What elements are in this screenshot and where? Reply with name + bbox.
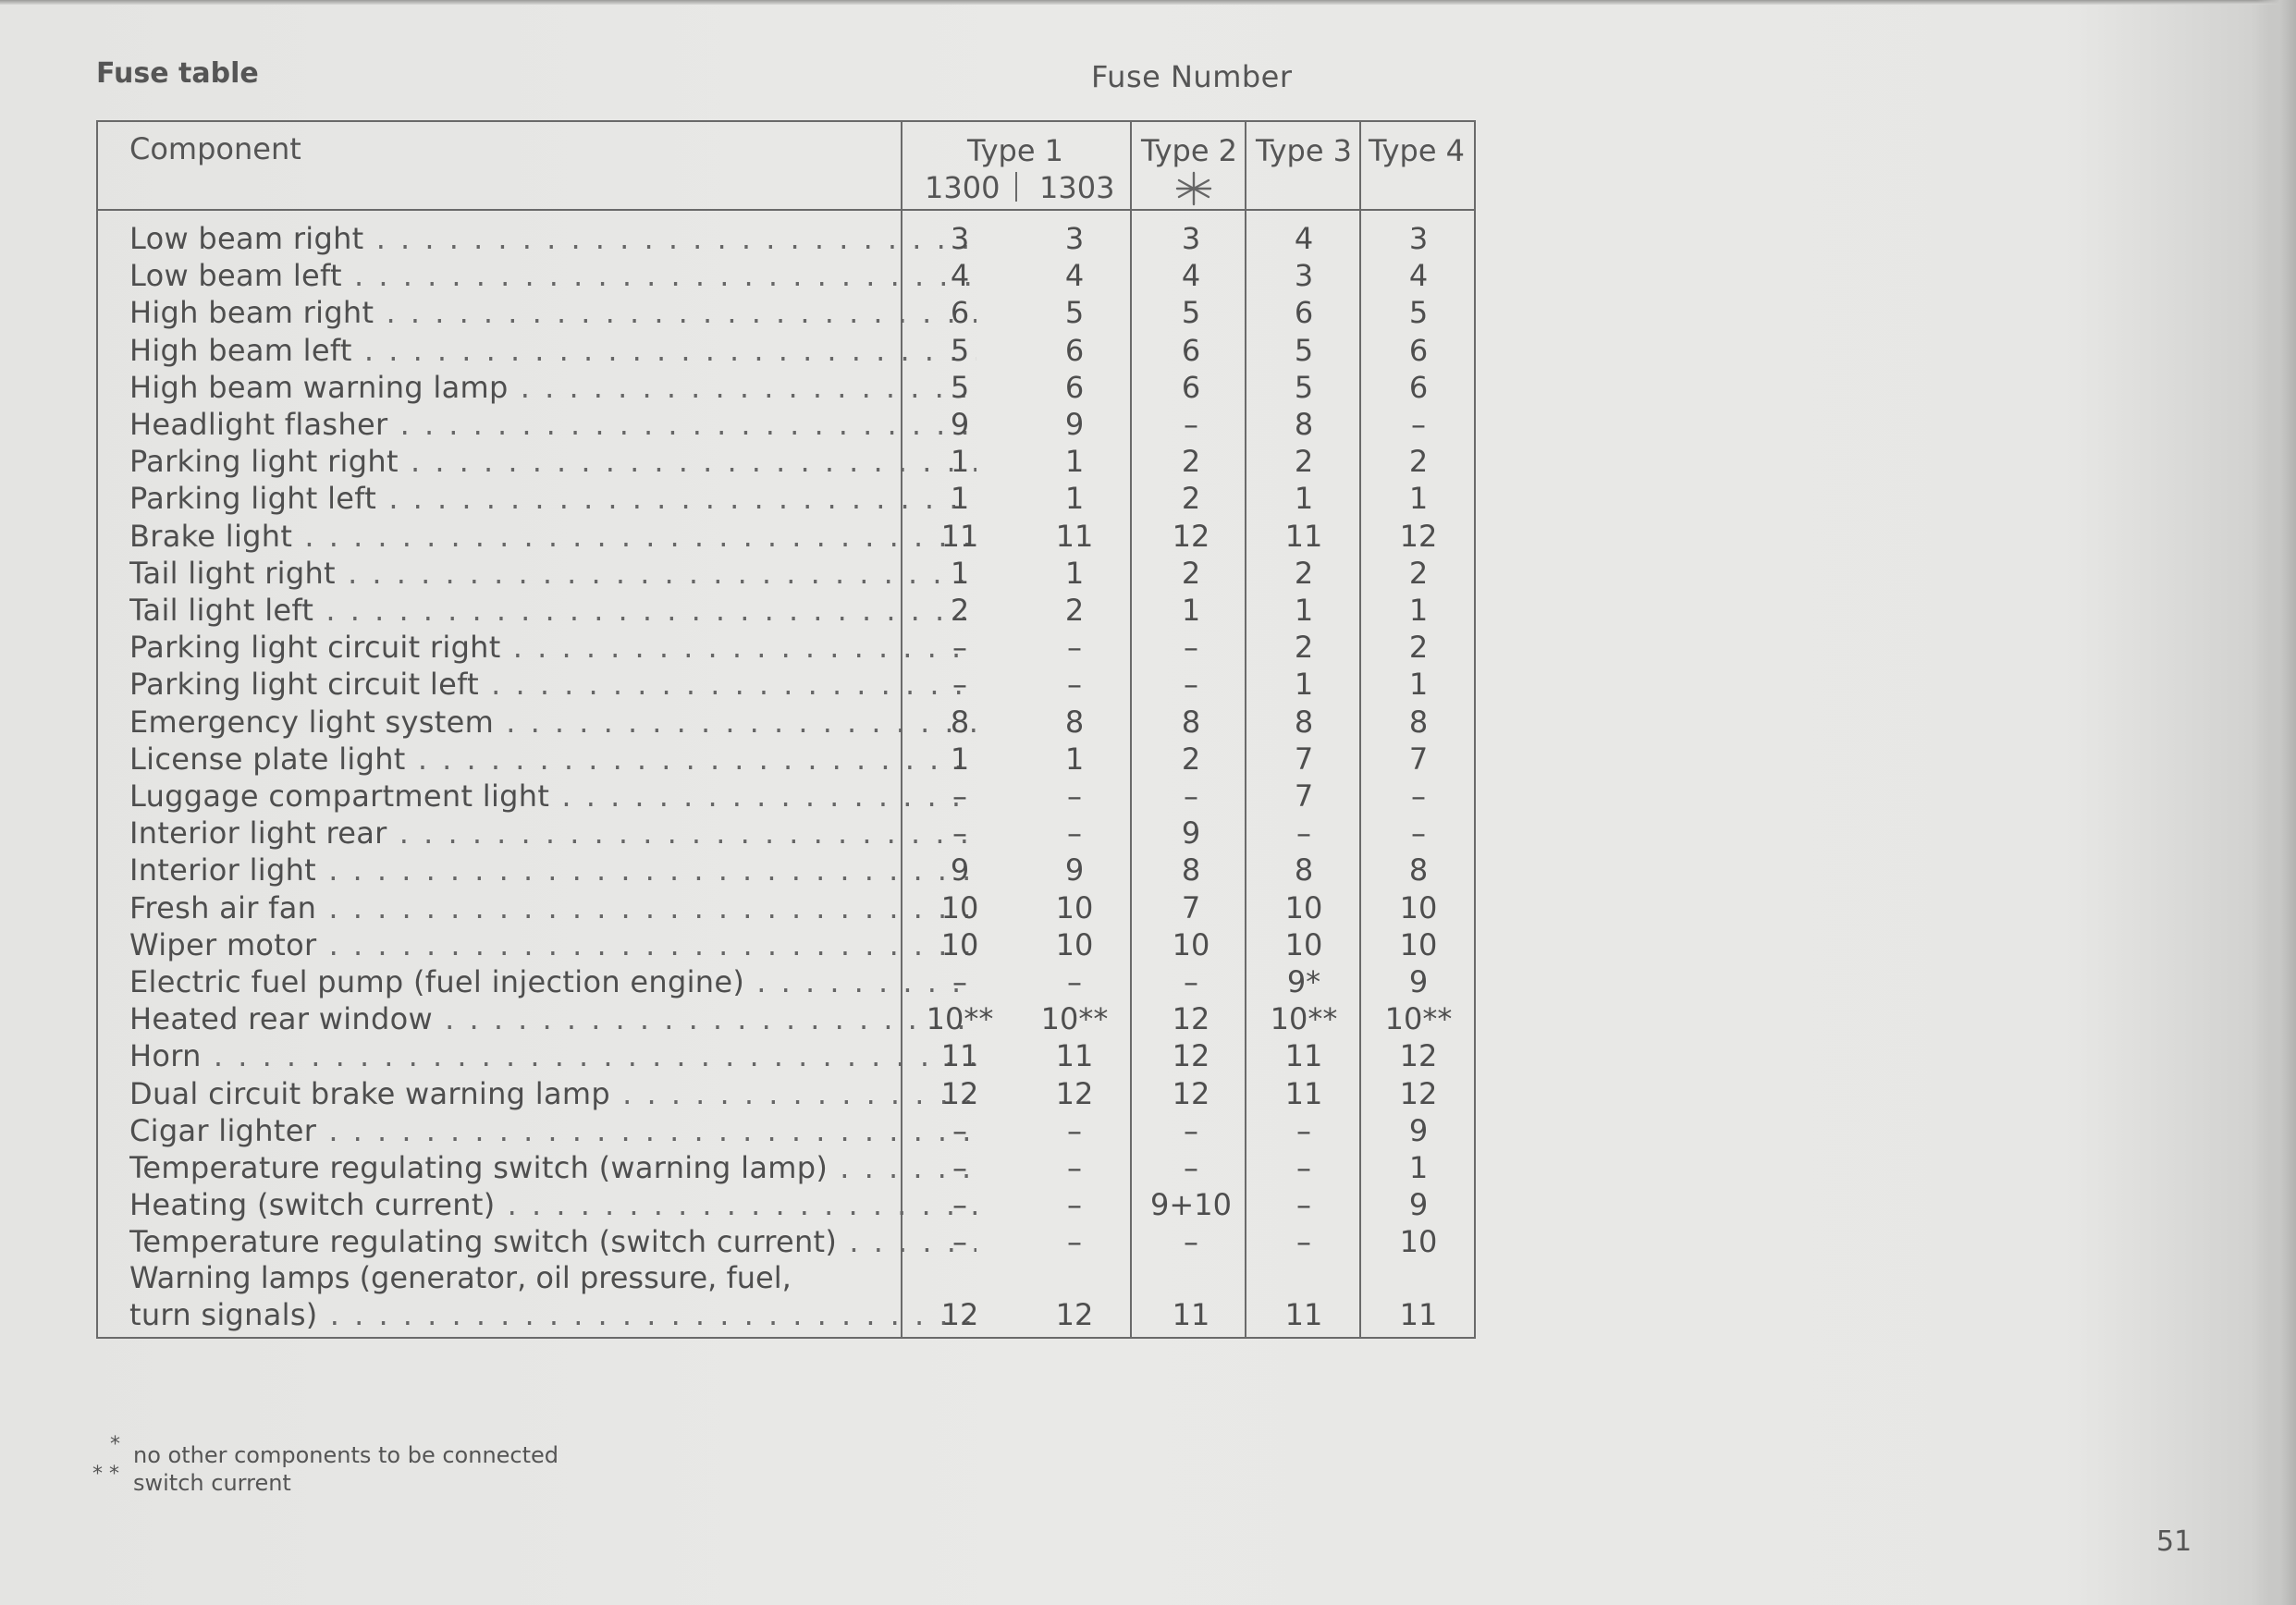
type1-1300-value: 1: [950, 481, 970, 517]
type1-1303-value: 1: [1064, 555, 1085, 591]
fuse-number-heading: Fuse Number: [1091, 59, 1293, 94]
type1-1303-value: 8: [1064, 704, 1085, 740]
table-row: [96, 778, 1476, 815]
type1-1300-value: 10: [940, 926, 979, 962]
component-label: Brake light . . .: [129, 518, 976, 555]
table-row: [96, 443, 1476, 480]
component-label: Luggage compartment light . . .: [129, 778, 976, 815]
type1-1303-value: 1: [1064, 481, 1085, 517]
component-label: Heated rear window . . .: [129, 1000, 976, 1037]
type1-1303-value: –: [1067, 815, 1082, 852]
table-row: [96, 815, 1476, 852]
type1-subdivider: [1015, 172, 1017, 202]
type3-value: 3: [1294, 258, 1314, 294]
type4-value: 5: [1408, 295, 1429, 331]
type3-value: 2: [1294, 555, 1314, 591]
type3-value: 6: [1294, 295, 1314, 331]
component-label: Low beam left . . .: [129, 257, 976, 294]
type3-value: 1: [1294, 481, 1314, 517]
type1-1303-value: 9: [1064, 407, 1085, 442]
footnote-text: switch current: [133, 1470, 291, 1496]
type3-value: –: [1296, 815, 1311, 852]
table-row: [96, 926, 1476, 963]
type2-value: –: [1184, 1150, 1198, 1185]
type1-1303-value: 11: [1055, 1038, 1094, 1074]
component-label: Horn . . .: [129, 1037, 976, 1074]
type4-value: 1: [1408, 667, 1429, 703]
component-label: Parking light circuit left . . .: [129, 666, 976, 703]
type2-value: 1: [1181, 593, 1201, 628]
component-label: Parking light circuit right . . .: [129, 629, 976, 666]
table-row: [96, 332, 1476, 369]
type2-value: 2: [1181, 741, 1201, 777]
type1-1303-value: 10: [1055, 926, 1094, 962]
type3-value: 4: [1294, 221, 1314, 256]
type2-value: –: [1184, 778, 1198, 814]
type4-value: 10**: [1384, 1001, 1453, 1037]
type3-value: 8: [1294, 704, 1314, 740]
type1-1303-header: 1303: [1039, 170, 1115, 205]
type1-1303-value: –: [1067, 667, 1082, 703]
table-row: [96, 1000, 1476, 1037]
type1-1300-value: –: [952, 964, 967, 999]
type1-1303-value: 6: [1064, 369, 1085, 405]
table-row: [96, 220, 1476, 257]
type4-value: 6: [1408, 369, 1429, 405]
component-label: Cigar lighter . . .: [129, 1112, 976, 1149]
component-label: Parking light left . . .: [129, 480, 976, 517]
type1-1303-value: 9: [1064, 852, 1085, 888]
component-label: Interior light rear . . .: [129, 815, 976, 852]
footnote-marker: *: [110, 1433, 120, 1456]
table-row: [96, 666, 1476, 703]
type4-value: 1: [1408, 481, 1429, 517]
type4-value: 1: [1408, 593, 1429, 628]
type2-value: –: [1184, 1112, 1198, 1148]
type4-value: 3: [1408, 221, 1429, 256]
type2-value: 12: [1172, 518, 1210, 554]
table-row: [96, 1037, 1476, 1074]
type4-value: 1: [1408, 1150, 1429, 1185]
type2-value: 4: [1181, 258, 1201, 294]
type3-value: 10**: [1270, 1001, 1338, 1037]
type3-value: 11: [1284, 1038, 1323, 1074]
table-row: [96, 1075, 1476, 1112]
type1-1303-value: –: [1067, 630, 1082, 666]
type4-value: 11: [1399, 1297, 1438, 1332]
type1-1303-value: 10: [1055, 889, 1094, 925]
type1-1303-value: –: [1067, 964, 1082, 999]
type2-value: –: [1184, 1224, 1198, 1260]
component-label: Tail light right . . .: [129, 555, 976, 592]
type1-1300-value: –: [952, 1112, 967, 1148]
type1-1300-value: 3: [950, 221, 970, 256]
type3-header: Type 3: [1256, 133, 1353, 168]
table-row: [96, 369, 1476, 406]
type4-value: 6: [1408, 332, 1429, 368]
type1-1303-value: 12: [1055, 1297, 1094, 1332]
type2-value: 2: [1181, 444, 1201, 480]
component-label: Electric fuel pump (fuel injection engine) . . .: [129, 963, 976, 1000]
type1-1300-value: 10: [940, 889, 979, 925]
type1-1300-value: 1: [950, 555, 970, 591]
type2-value: –: [1184, 407, 1198, 442]
type4-value: 7: [1408, 741, 1429, 777]
component-label: Emergency light system . . .: [129, 704, 976, 741]
type3-value: 7: [1294, 778, 1314, 814]
type1-1303-value: 12: [1055, 1075, 1094, 1111]
type3-value: 1: [1294, 667, 1314, 703]
table-row: [96, 852, 1476, 888]
page-title: Fuse table: [96, 57, 259, 90]
type3-value: 2: [1294, 630, 1314, 666]
type1-1303-value: –: [1067, 1150, 1082, 1185]
type1-1300-value: 5: [950, 369, 970, 405]
type4-value: 12: [1399, 518, 1438, 554]
type4-value: 2: [1408, 630, 1429, 666]
component-label: Headlight flasher . . .: [129, 406, 976, 443]
component-label: Fresh air fan . . .: [129, 889, 976, 926]
type1-1300-value: 4: [950, 258, 970, 294]
table-row: [96, 1112, 1476, 1149]
type4-value: 10: [1399, 889, 1438, 925]
type1-1300-value: 9: [950, 407, 970, 442]
type2-value: –: [1184, 667, 1198, 703]
type2-value: –: [1184, 630, 1198, 666]
type1-1300-value: –: [952, 1150, 967, 1185]
page-number: 51: [2156, 1525, 2192, 1558]
type4-value: 8: [1408, 704, 1429, 740]
table-row: [96, 704, 1476, 741]
type1-1300-value: 9: [950, 852, 970, 888]
type3-value: 1: [1294, 593, 1314, 628]
type1-1300-value: 12: [940, 1297, 979, 1332]
type4-value: 8: [1408, 852, 1429, 888]
component-label: Parking light right . . .: [129, 443, 976, 480]
type2-value: 6: [1181, 369, 1201, 405]
asterisk-icon: [1174, 169, 1213, 208]
type4-value: 2: [1408, 444, 1429, 480]
type1-1300-value: –: [952, 1187, 967, 1223]
type1-1300-value: –: [952, 667, 967, 703]
type2-value: 3: [1181, 221, 1201, 256]
type1-1303-value: 4: [1064, 258, 1085, 294]
type3-value: –: [1296, 1187, 1311, 1223]
type1-1303-value: 2: [1064, 593, 1085, 628]
table-row: [96, 1296, 1476, 1333]
table-row: [96, 555, 1476, 592]
component-label: Temperature regulating switch (switch current) . . .: [129, 1223, 976, 1260]
type1-1303-value: –: [1067, 1112, 1082, 1148]
type1-1303-value: –: [1067, 1224, 1082, 1260]
type1-1303-value: 11: [1055, 518, 1094, 554]
table-row: [96, 480, 1476, 517]
type2-value: 12: [1172, 1075, 1210, 1111]
type3-value: 10: [1284, 889, 1323, 925]
type3-value: –: [1296, 1150, 1311, 1185]
type3-value: 11: [1284, 518, 1323, 554]
type2-value: –: [1184, 964, 1198, 999]
page-binding-shadow: [2256, 0, 2296, 1605]
type1-1300-value: 12: [940, 1075, 979, 1111]
component-label: High beam left . . .: [129, 332, 976, 369]
type3-value: 8: [1294, 407, 1314, 442]
table-row: [96, 294, 1476, 331]
type1-1300-value: 1: [950, 741, 970, 777]
component-label: High beam warning lamp . . .: [129, 369, 976, 406]
table-row: [96, 1149, 1476, 1186]
type1-1303-value: 3: [1064, 221, 1085, 256]
component-label: Dual circuit brake warning lamp . . .: [129, 1075, 976, 1112]
type2-value: 6: [1181, 332, 1201, 368]
type1-1300-value: 5: [950, 332, 970, 368]
type1-1300-value: 6: [950, 295, 970, 331]
type1-1303-value: 1: [1064, 444, 1085, 480]
type3-value: 11: [1284, 1297, 1323, 1332]
component-label: Temperature regulating switch (warning lamp) . . .: [129, 1149, 976, 1186]
component-label: Tail light left . . .: [129, 592, 976, 629]
table-row: [96, 963, 1476, 1000]
warning-lamps-first-line: Warning lamps (generator, oil pressure, fuel,: [129, 1260, 792, 1295]
table-row: [96, 741, 1476, 778]
type1-1303-value: –: [1067, 1187, 1082, 1223]
type1-1300-value: –: [952, 1224, 967, 1260]
type1-1300-value: 11: [940, 518, 979, 554]
type2-value: 12: [1172, 1001, 1210, 1037]
type3-value: –: [1296, 1112, 1311, 1148]
type1-1303-value: –: [1067, 778, 1082, 814]
type1-1303-value: 6: [1064, 332, 1085, 368]
type3-value: –: [1296, 1224, 1311, 1260]
type2-value: 2: [1181, 481, 1201, 517]
table-row: [96, 592, 1476, 629]
table-row: [96, 257, 1476, 294]
type1-1300-value: 10**: [926, 1001, 994, 1037]
type4-value: 9: [1408, 1187, 1429, 1223]
type4-value: 12: [1399, 1038, 1438, 1074]
type3-value: 7: [1294, 741, 1314, 777]
footnote-text: no other components to be connected: [133, 1442, 559, 1468]
type2-value: 10: [1172, 926, 1210, 962]
type3-value: 8: [1294, 852, 1314, 888]
type3-value: 5: [1294, 332, 1314, 368]
page-top-edge: [0, 0, 2296, 5]
type1-1303-value: 10**: [1040, 1001, 1109, 1037]
type2-value: 9+10: [1150, 1187, 1232, 1223]
type4-value: 4: [1408, 258, 1429, 294]
type3-value: 5: [1294, 369, 1314, 405]
type4-value: –: [1411, 815, 1426, 852]
type2-value: 8: [1181, 852, 1201, 888]
component-label: License plate light . . .: [129, 741, 976, 778]
table-row: [96, 1186, 1476, 1223]
type2-header: Type 2: [1141, 133, 1238, 168]
table-row: [96, 889, 1476, 926]
type3-value: 2: [1294, 444, 1314, 480]
type2-value: 5: [1181, 295, 1201, 331]
type1-1303-value: 5: [1064, 295, 1085, 331]
table-row: [96, 518, 1476, 555]
type4-value: –: [1411, 407, 1426, 442]
type4-value: 10: [1399, 926, 1438, 962]
type2-value: 12: [1172, 1038, 1210, 1074]
type2-value: 9: [1181, 815, 1201, 852]
type2-value: 11: [1172, 1297, 1210, 1332]
table-row: [96, 1223, 1476, 1260]
type1-1300-value: –: [952, 630, 967, 666]
component-label: Interior light . . .: [129, 852, 976, 888]
type2-value: 7: [1181, 889, 1201, 925]
type1-1300-value: 1: [950, 444, 970, 480]
type1-1300-value: 8: [950, 704, 970, 740]
type4-header: Type 4: [1369, 133, 1466, 168]
type3-value: 10: [1284, 926, 1323, 962]
type2-value: 2: [1181, 555, 1201, 591]
type4-value: 2: [1408, 555, 1429, 591]
type1-1300-header: 1300: [925, 170, 1001, 205]
table-row: [96, 629, 1476, 666]
type4-value: 12: [1399, 1075, 1438, 1111]
type4-value: 9: [1408, 1112, 1429, 1148]
type2-value: 8: [1181, 704, 1201, 740]
type4-value: 10: [1399, 1224, 1438, 1260]
type1-1300-value: –: [952, 815, 967, 852]
component-label: Wiper motor . . .: [129, 926, 976, 963]
component-label: Low beam right . . .: [129, 220, 976, 257]
table-row: [96, 406, 1476, 443]
type3-value: 9*: [1286, 964, 1321, 999]
component-label: High beam right . . .: [129, 294, 976, 331]
component-header: Component: [129, 131, 301, 166]
type1-1300-value: –: [952, 778, 967, 814]
component-label: turn signals) . . .: [129, 1296, 976, 1333]
header-divider: [96, 209, 1476, 211]
type1-1300-value: 11: [940, 1038, 979, 1074]
footnote-marker: * *: [92, 1463, 119, 1486]
type1-1303-value: 1: [1064, 741, 1085, 777]
type3-value: 11: [1284, 1075, 1323, 1111]
type1-1300-value: 2: [950, 593, 970, 628]
type4-value: –: [1411, 778, 1426, 814]
type1-header: Type 1: [967, 133, 1064, 168]
component-label: Heating (switch current) . . .: [129, 1186, 976, 1223]
type4-value: 9: [1408, 964, 1429, 999]
